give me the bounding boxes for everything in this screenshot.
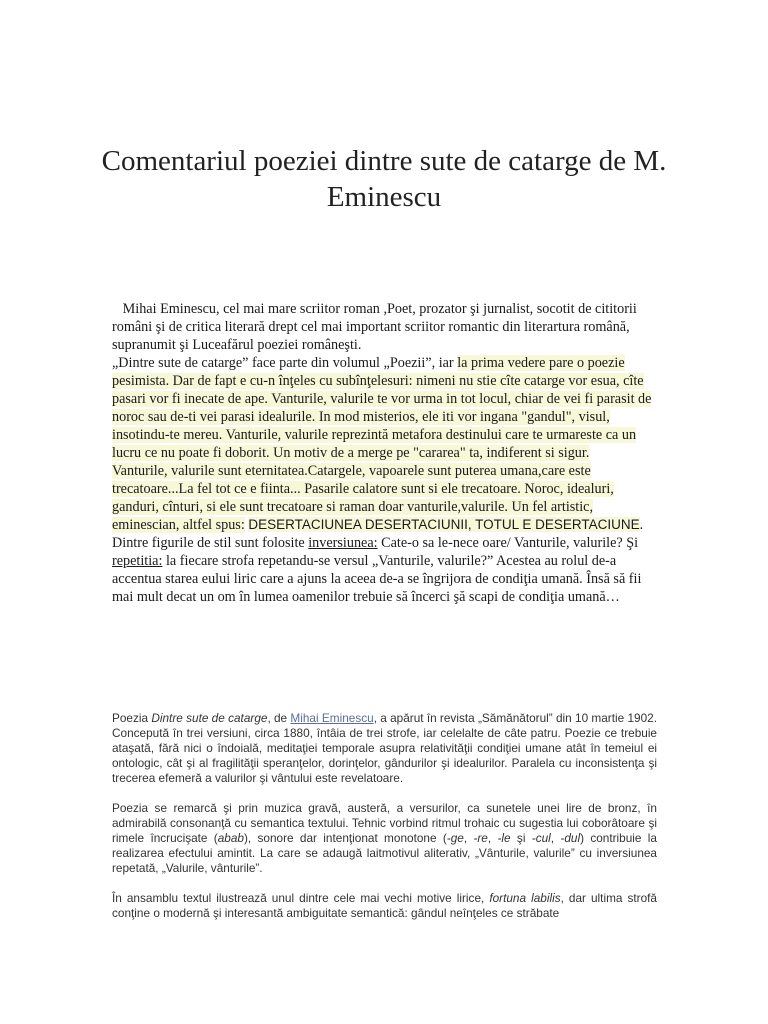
article-text: , [463, 831, 474, 845]
motif-italic: fortuna labilis [489, 891, 561, 905]
highlighted-text: la prima vedere pare o poezie pesimista. Dar de fapt e cu-n înţeles cu subînţelesuri: nimeni nu stie cîte catarge vor esua, cîte pasari vor fi inecate de ape. Vanturile, valurile te vor urma in tot locul, chiar de vei fi parasit de noroc sau de-ti vei parasi idealurile. In mod misterios, ele iti vor ingana "gandul", visul, insotindu-te mereu. Vanturile, valurile reprezintă metafora destinului care te urmareste ca un lucru ce nu poate fi doborit. Un motiv de a merge pe "cararea" ta, indiferent si sigur. [112, 355, 652, 461]
poem-title-italic: Dintre sute de catarge [151, 711, 268, 725]
article-text: ) contribuie la realizarea efectului amintit. La care se adaugă laitmotivul aliterativ, „Vânturile, valurile” cu inversiunea repetată, „Valurile, vânturile”. [112, 831, 657, 875]
essay-figures-text: la fiecare strofa repetandu-se versul „Vanturile, valurile?” Acestea au rolul de-a accentua starea eului liric care a ajuns la aceea de-a se îngrijora de condiţia umană. Însă să fii mai mult decat un om în lumea oamenilor trebuie să încerci şă scapi de condiţia umană… [112, 553, 642, 605]
rhyme-scheme-italic: abab [217, 831, 244, 845]
suffix-italic: -le [497, 831, 511, 845]
page-title: Comentariul poeziei dintre sute de catarge de M. Eminescu [101, 145, 667, 213]
article-section [112, 711, 657, 936]
suffix-italic: -ge [446, 831, 464, 845]
underlined-term-inversiunea: inversiunea: [308, 535, 378, 551]
article-text: Poezia [112, 711, 149, 725]
article-text: ), sonore dar intenţionat monotone ( [244, 831, 447, 845]
highlighted-caps-text: DESERTACIUNEA DESERTACIUNII, TOTUL E DESERTACIUNE [248, 517, 640, 532]
essay-figures-text: Cate-o sa le-nece oare/ Vanturile, valurile? Şi [381, 535, 639, 551]
essay-section [112, 300, 660, 606]
article-text: şi [510, 831, 532, 845]
article-text: , [550, 831, 561, 845]
highlighted-text: Vanturile, valurile sunt eternitatea.Catargele, vapoarele sunt puterea umana,care este trecatoare...La fel tot ce e fiinta... Pasarile calatore sunt si ele trecatoare. Noroc, idealuri, ganduri, cînturi, si ele sunt trecatoare si raman doar vanturile,valurile. Un fel artistic, eminescian, altfel spus: [112, 463, 614, 533]
underlined-term-repetitia: repetitia: [112, 553, 163, 569]
article-text: În ansamblu textul ilustrează unul dintre cele mai vechi motive lirice, [112, 891, 485, 905]
article-text: , [487, 831, 498, 845]
essay-poem-text: „Dintre sute de catarge” face parte din volumul „Poezii”, iar [112, 355, 454, 371]
article-text: , dar ultima strofă conţine o modernă şi interesantă ambiguitate semantică: gândul neînţeles ce străbate [112, 891, 657, 920]
article-text: , a apărut în revista „Sămănătorul” din 10 martie 1902. Concepută în trei versiuni, circa 1880, întâia de trei strofe, iar celelalte de câte patru. Poezie ce trebuie ataşată, fără nici o îndoială, meditaţiei temporale asupra relativităţii condiţiei umane atât în temeiul ei ontologic, cât şi al fragilităţii speranţelor, dorinţelor, gândurilor şi idealurilor. Paralela cu inconsistenţa şi trecerea efemeră a valurilor şi vântului este revelatoare. [112, 711, 657, 785]
suffix-italic: -re [473, 831, 488, 845]
essay-period: . [639, 517, 644, 533]
suffix-italic: -cul [531, 831, 551, 845]
essay-paragraph-figures [112, 534, 660, 606]
article-text: , de [267, 711, 288, 725]
essay-figures-text: Dintre figurile de stil sunt folosite [112, 535, 305, 551]
author-link[interactable]: Mihai Eminescu [290, 711, 374, 725]
essay-intro-text: Mihai Eminescu, cel mai mare scriitor roman ,Poet, prozator şi jurnalist, socotit de cititorii români şi de critica literară drept cel mai important scriitor romantic din literartura română, supranumit şi Luceafărul poeziei româneşti. [112, 301, 637, 353]
suffix-italic: -dul [560, 831, 581, 845]
article-text: Poezia se remarcă şi prin muzica gravă, austeră, a versurilor, ca sunetele unei lire de bronz, în admirabilă consonanţă cu semantica textului. Tehnic vorbind ritmul trohaic cu sugestia lui coborâtoare şi rimele încrucişate ( [112, 801, 657, 845]
article-paragraph-3 [112, 891, 657, 921]
essay-paragraph-eternity [112, 462, 660, 534]
essay-paragraph-intro [112, 300, 660, 354]
article-paragraph-2 [112, 801, 657, 876]
essay-paragraph-poem [112, 354, 660, 462]
article-paragraph-1 [112, 711, 657, 786]
